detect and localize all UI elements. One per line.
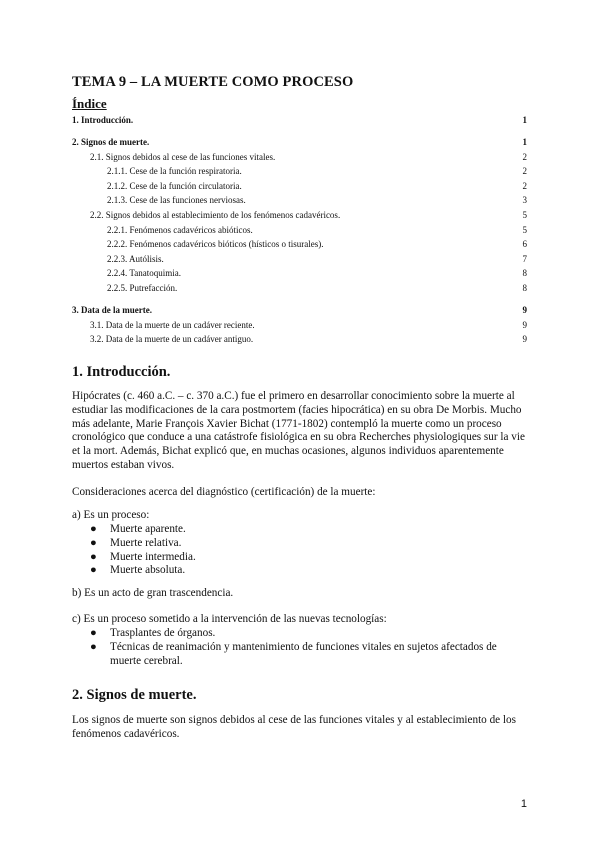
- bullet-icon: ●: [90, 564, 97, 577]
- index-heading: Índice: [72, 96, 107, 111]
- bullet-text: Técnicas de reanimación y mantenimiento de funciones vitales en sujetos afectados de muerte cerebral.: [110, 640, 497, 667]
- toc-entry-page: 9: [522, 305, 527, 315]
- section-heading-signs: 2. Signos de muerte.: [72, 687, 197, 703]
- toc-entry-label: 2. Signos de muerte.: [72, 137, 150, 147]
- toc-entry-page: 3: [522, 195, 527, 206]
- toc-entry-page: 5: [522, 224, 527, 235]
- toc-entry-label: 2.1.1. Cese de la función respiratoria.: [107, 166, 242, 177]
- toc-entry-page: 2: [522, 166, 527, 177]
- toc-entry[interactable]: [0, 319, 600, 331]
- section-heading-introduction: 1. Introducción.: [72, 364, 171, 380]
- bullet-list-c: [90, 627, 530, 668]
- toc-entry[interactable]: [0, 282, 600, 294]
- bullet-item: [90, 641, 530, 669]
- toc-entry[interactable]: [0, 114, 600, 126]
- toc-entry-label: 2.1.3. Cese de las funciones nerviosas.: [107, 195, 246, 206]
- toc-entry[interactable]: [0, 209, 600, 221]
- toc-entry-page: 6: [522, 239, 527, 250]
- bullet-text: Trasplantes de órganos.: [110, 627, 216, 639]
- toc-entry-label: 2.1.2. Cese de la función circulatoria.: [107, 180, 242, 191]
- bullet-icon: ●: [90, 550, 97, 563]
- bullet-item: [90, 627, 530, 641]
- toc-entry-page: 2: [522, 151, 527, 162]
- toc-entry[interactable]: [0, 267, 600, 279]
- toc-entry[interactable]: [0, 180, 600, 192]
- toc-entry-label: 3. Data de la muerte.: [72, 305, 152, 315]
- toc-entry-label: 2.2.1. Fenómenos cadavéricos abióticos.: [107, 224, 253, 235]
- considerations-text: Consideraciones acerca del diagnóstico (certificación) de la muerte:: [72, 486, 376, 498]
- signs-paragraph: Los signos de muerte son signos debidos al cese de las funciones vitales y al establecimiento de los fenómenos cadavéricos.: [72, 714, 516, 740]
- toc-entry-label: 2.2. Signos debidos al establecimiento de los fenómenos cadavéricos.: [90, 210, 341, 220]
- bullet-icon: ●: [90, 627, 97, 639]
- bullet-text: Muerte intermedia.: [110, 550, 196, 563]
- bullet-item: [90, 523, 530, 537]
- toc-entry-page: 8: [522, 268, 527, 279]
- toc-entry[interactable]: [0, 253, 600, 265]
- introduction-paragraph: Hipócrates (c. 460 a.C. – c. 370 a.C.) fue el primero en desarrollar conocimiento sobre la muerte al estudiar las modificaciones de la cara postmortem (facies hipocrática) en su obra De Morbis. Mucho más adelante, Marie François Xavier Bichat (1771-1802) contempló la muerte como un proceso cronológico que conduce a una catástrofe fisiológica en su obra Recherches physiologiques sur la vie et la mort. Además, Bichat explicó que, en muchas ocasiones, algunos individuos aparentemente muertos estaban vivos.: [72, 390, 525, 471]
- toc-entry[interactable]: [0, 194, 600, 206]
- toc-entry-label: 2.2.2. Fenómenos cadavéricos bióticos (hísticos o tisurales).: [107, 239, 324, 250]
- bullet-icon: ●: [90, 523, 97, 535]
- toc-entry-page: 9: [522, 334, 527, 345]
- toc-entry-label: 1. Introducción.: [72, 115, 134, 125]
- toc-entry-label: 3.2. Data de la muerte de un cadáver antiguo.: [90, 334, 254, 345]
- toc-entry[interactable]: [0, 151, 600, 163]
- toc-entry-page: 9: [522, 319, 527, 330]
- list-item-b: b) Es un acto de gran trascendencia.: [72, 587, 234, 599]
- bullet-text: Muerte aparente.: [110, 523, 186, 535]
- toc-entry-page: 5: [522, 210, 527, 220]
- toc-entry[interactable]: [0, 224, 600, 236]
- toc-entry[interactable]: [0, 165, 600, 177]
- bullet-text: Muerte absoluta.: [110, 564, 186, 577]
- bullet-list-a: [90, 523, 530, 578]
- bullet-icon: ●: [90, 640, 97, 653]
- toc-entry-label: 2.2.5. Putrefacción.: [107, 283, 178, 293]
- toc-entry-label: 2.2.3. Autólisis.: [107, 253, 164, 264]
- bullet-icon: ●: [90, 536, 97, 549]
- page-number: 1: [520, 798, 527, 810]
- toc-entry-page: 1: [522, 137, 527, 147]
- toc-entry-label: 2.1. Signos debidos al cese de las funciones vitales.: [90, 151, 276, 162]
- toc-entry[interactable]: [0, 333, 600, 345]
- list-item-a: a) Es un proceso:: [72, 509, 150, 521]
- bullet-item: [90, 537, 530, 551]
- bullet-item: [90, 564, 530, 578]
- toc-entry-label: 3.1. Data de la muerte de un cadáver reciente.: [90, 319, 255, 330]
- bullet-text: Muerte relativa.: [110, 536, 182, 549]
- toc-entry-page: 7: [522, 253, 527, 264]
- list-item-c: c) Es un proceso sometido a la intervención de las nuevas tecnologías:: [72, 613, 387, 625]
- toc-entry-page: 1: [522, 115, 527, 125]
- toc-entry[interactable]: [0, 238, 600, 250]
- document-title: TEMA 9 – LA MUERTE COMO PROCESO: [72, 74, 354, 90]
- toc-entry[interactable]: [0, 304, 600, 316]
- toc-entry[interactable]: [0, 136, 600, 148]
- toc-entry-page: 8: [522, 283, 527, 293]
- bullet-item: [90, 551, 530, 565]
- toc-entry-page: 2: [522, 180, 527, 191]
- toc-entry-label: 2.2.4. Tanatoquimia.: [107, 268, 181, 279]
